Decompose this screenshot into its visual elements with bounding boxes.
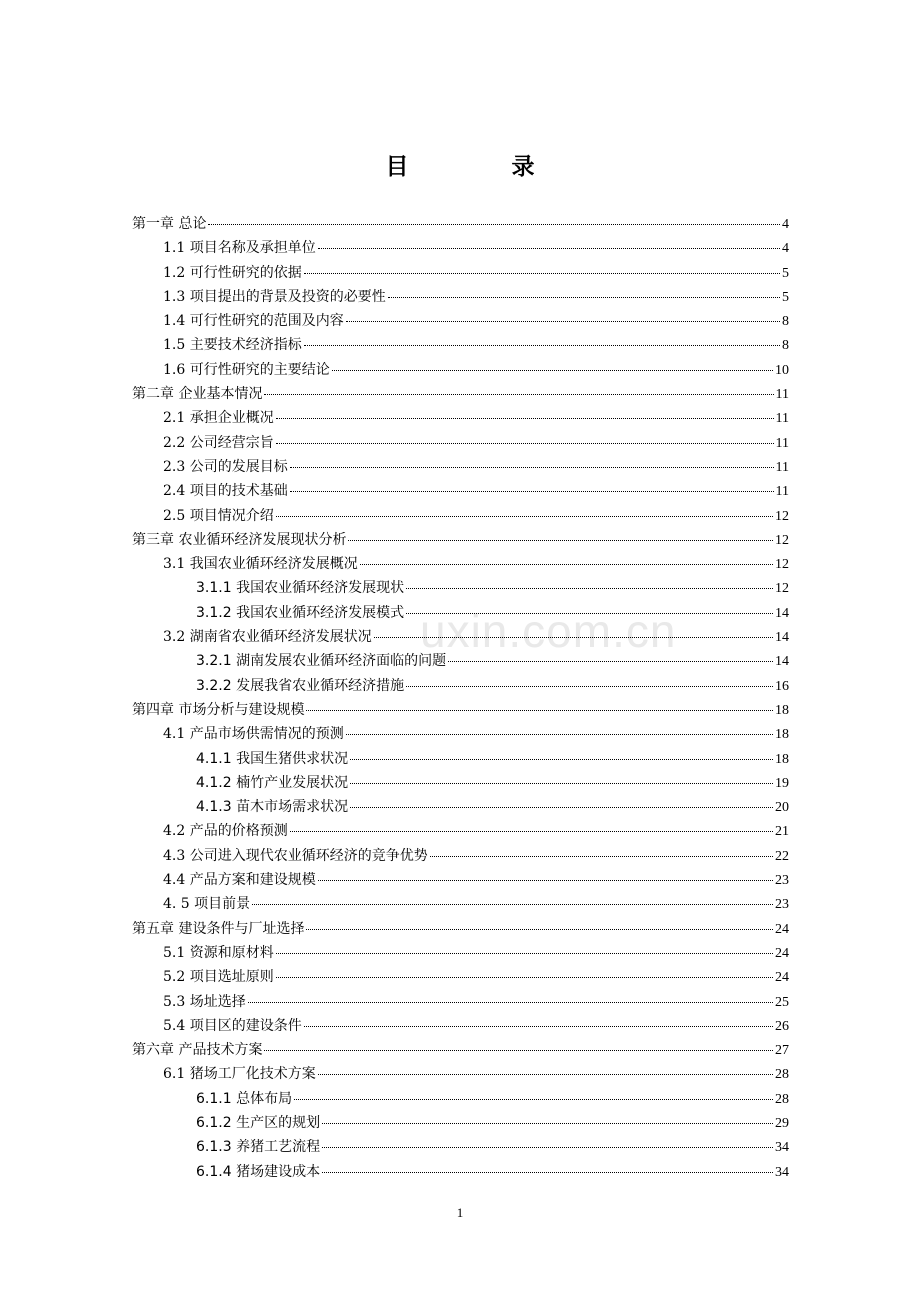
toc-entry-label: 1.4 可行性研究的范围及内容 [163,313,344,330]
dot-leader [290,481,774,492]
toc-entry-page: 20 [775,800,789,816]
toc-entry-label: 5.1 资源和原材料 [163,944,274,961]
toc-entry-label: 3.1 我国农业循环经济发展概况 [163,556,358,573]
toc-entry-label: 6.1 猪场工厂化技术方案 [163,1066,316,1083]
toc-entry-page: 24 [775,970,789,986]
toc-entry[interactable] [132,965,789,989]
toc-entry-page: 4 [782,217,789,232]
toc-entry[interactable] [132,892,789,916]
toc-entry[interactable] [132,795,789,819]
toc-entry-label: 4.3 公司进入现代农业循环经济的竞争优势 [163,847,428,864]
toc-entry-label: 5.4 项目区的建设条件 [163,1017,302,1034]
toc-entry[interactable] [132,455,789,479]
dot-leader [430,846,773,857]
toc-entry-label: 第五章 建设条件与厂址选择 [132,920,305,937]
toc-entry[interactable] [132,1160,789,1184]
toc-entry-page: 12 [775,508,789,524]
dot-leader [276,433,774,444]
toc-entry-page: 18 [775,702,789,718]
toc-entry[interactable] [132,1014,789,1038]
dot-leader [388,287,780,298]
toc-entry-label: 第四章 市场分析与建设规模 [132,701,305,718]
toc-entry-label: 4.1.2 楠竹产业发展状况 [196,774,349,791]
toc-entry-page: 19 [775,775,789,791]
toc-entry-label: 第一章 总论 [132,216,207,232]
toc-entry[interactable] [132,868,789,892]
dot-leader [264,1040,773,1051]
toc-entry[interactable] [132,1087,789,1111]
toc-entry-page: 34 [775,1164,789,1180]
toc-entry-page: 5 [782,265,789,281]
toc-entry-page: 24 [775,945,789,961]
toc-entry[interactable] [132,333,789,357]
dot-leader [322,1113,773,1124]
dot-leader [264,384,773,395]
table-of-contents [132,212,789,1184]
toc-entry-page: 22 [775,848,789,864]
dot-leader [318,1064,773,1075]
dot-leader [374,627,773,638]
toc-entry-label: 1.3 项目提出的背景及投资的必要性 [163,288,386,305]
toc-entry[interactable] [132,236,789,260]
toc-entry[interactable] [132,309,789,333]
dot-leader [318,238,780,249]
toc-entry-label: 4.4 产品方案和建设规模 [163,872,316,889]
toc-entry[interactable] [132,528,789,552]
dot-leader [290,457,774,468]
toc-entry-page: 5 [782,289,789,305]
dot-leader [322,1162,773,1173]
toc-entry-label: 4.1.3 苗木市场需求状况 [196,799,349,816]
dot-leader [304,335,780,346]
toc-entry[interactable] [132,990,789,1014]
toc-entry-page: 27 [775,1043,789,1059]
toc-entry-label: 6.1.3 养猪工艺流程 [196,1139,321,1156]
toc-entry[interactable] [132,406,789,430]
toc-entry[interactable] [132,941,789,965]
toc-entry-label: 1.5 主要技术经济指标 [163,337,302,354]
toc-entry[interactable] [132,479,789,503]
toc-entry-page: 14 [775,605,789,621]
toc-entry-page: 16 [775,678,789,694]
toc-entry[interactable] [132,212,789,236]
toc-entry[interactable] [132,625,789,649]
dot-leader [276,506,773,517]
toc-entry-page: 28 [775,1091,789,1107]
toc-entry[interactable] [132,552,789,576]
toc-entry[interactable] [132,819,789,843]
toc-entry-label: 4.1 产品市场供需情况的预测 [163,726,344,743]
toc-entry[interactable] [132,1038,789,1062]
dot-leader [252,894,773,905]
toc-entry-label: 4. 5 项目前景 [163,896,251,913]
dot-leader [318,870,773,881]
dot-leader [406,578,773,589]
toc-entry-page: 18 [775,751,789,767]
dot-leader [276,943,773,954]
toc-entry-label: 6.1.2 生产区的规划 [196,1114,321,1131]
toc-entry-label: 3.2 湖南省农业循环经济发展状况 [163,629,372,646]
toc-entry[interactable] [132,1135,789,1159]
dot-leader [346,724,773,735]
toc-entry-label: 3.2.1 湖南发展农业循环经济面临的问题 [196,653,447,670]
toc-entry[interactable] [132,576,789,600]
toc-entry-page: 12 [775,557,789,573]
toc-entry-page: 23 [775,897,789,913]
toc-entry[interactable] [132,358,789,382]
toc-entry-page: 18 [775,727,789,743]
page-number: 1 [456,1205,464,1220]
page-title: 目 录 [385,154,575,180]
toc-entry[interactable] [132,722,789,746]
toc-entry-label: 1.1 项目名称及承担单位 [163,240,316,257]
dot-leader [304,263,780,274]
dot-leader [248,992,773,1003]
dot-leader [306,700,773,711]
toc-entry-page: 14 [775,654,789,670]
toc-entry-page: 23 [775,873,789,889]
toc-entry-page: 10 [775,362,789,378]
dot-leader [294,1089,773,1100]
toc-entry-label: 2.2 公司经营宗旨 [163,434,274,451]
dot-leader [360,554,773,565]
dot-leader [276,967,773,978]
toc-entry[interactable] [132,747,789,771]
dot-leader [346,311,780,322]
toc-entry-label: 4.2 产品的价格预测 [163,823,288,840]
toc-entry-page: 28 [775,1067,789,1083]
toc-entry-label: 1.2 可行性研究的依据 [163,264,302,281]
toc-entry-label: 1.6 可行性研究的主要结论 [163,361,330,378]
toc-entry[interactable] [132,771,789,795]
toc-entry-page: 34 [775,1140,789,1156]
dot-leader [290,821,773,832]
toc-entry-page: 11 [775,435,789,451]
dot-leader [276,408,774,419]
toc-entry-page: 12 [775,581,789,597]
toc-entry-label: 6.1.1 总体布局 [196,1090,293,1107]
toc-entry-label: 第三章 农业循环经济发展现状分析 [132,531,347,548]
dot-leader [306,919,773,930]
toc-entry-label: 第六章 产品技术方案 [132,1042,263,1059]
toc-entry-page: 11 [775,459,789,475]
toc-entry-page: 11 [775,411,789,427]
toc-entry-page: 25 [775,994,789,1010]
toc-entry-page: 12 [775,532,789,548]
toc-entry-label: 第二章 企业基本情况 [132,386,263,403]
toc-entry-label: 6.1.4 猪场建设成本 [196,1163,321,1180]
watermark: uxin.com.cn [420,605,677,657]
toc-entry[interactable] [132,382,789,406]
dot-leader [304,1016,773,1027]
toc-entry-page: 21 [775,824,789,840]
dot-leader [406,603,773,614]
toc-entry[interactable] [132,601,789,625]
toc-entry[interactable] [132,285,789,309]
toc-entry-label: 5.3 场址选择 [163,993,246,1010]
dot-leader [322,1137,773,1148]
dot-leader [448,651,773,662]
toc-entry[interactable] [132,504,789,528]
toc-entry-page: 26 [775,1018,789,1034]
toc-entry-page: 24 [775,921,789,937]
toc-entry-label: 3.2.2 发展我省农业循环经济措施 [196,677,405,694]
toc-entry-page: 14 [775,630,789,646]
toc-entry-label: 2.3 公司的发展目标 [163,458,288,475]
toc-entry-page: 8 [782,338,789,354]
toc-entry-label: 5.2 项目选址原则 [163,969,274,986]
toc-entry-label: 3.1.2 我国农业循环经济发展模式 [196,604,405,621]
dot-leader [348,530,773,541]
toc-entry-page: 11 [775,387,789,403]
toc-entry[interactable] [132,431,789,455]
toc-entry-label: 3.1.1 我国农业循环经济发展现状 [196,580,405,597]
toc-entry-label: 2.4 项目的技术基础 [163,483,288,500]
dot-leader [350,749,773,760]
dot-leader [406,676,773,687]
toc-entry[interactable] [132,1111,789,1135]
toc-entry-page: 29 [775,1115,789,1131]
toc-entry[interactable] [132,917,789,941]
dot-leader [350,773,773,784]
toc-entry[interactable] [132,1062,789,1086]
toc-entry[interactable] [132,698,789,722]
toc-entry[interactable] [132,261,789,285]
toc-entry-label: 2.1 承担企业概况 [163,410,274,427]
toc-entry-label: 4.1.1 我国生猪供求状况 [196,750,349,767]
toc-entry[interactable] [132,649,789,673]
toc-entry-page: 11 [775,484,789,500]
toc-entry[interactable] [132,844,789,868]
toc-entry[interactable] [132,674,789,698]
toc-entry-page: 4 [782,241,789,257]
dot-leader [208,214,780,225]
toc-entry-label: 2.5 项目情况介绍 [163,507,274,524]
toc-entry-page: 8 [782,314,789,330]
dot-leader [350,797,773,808]
dot-leader [332,360,773,371]
